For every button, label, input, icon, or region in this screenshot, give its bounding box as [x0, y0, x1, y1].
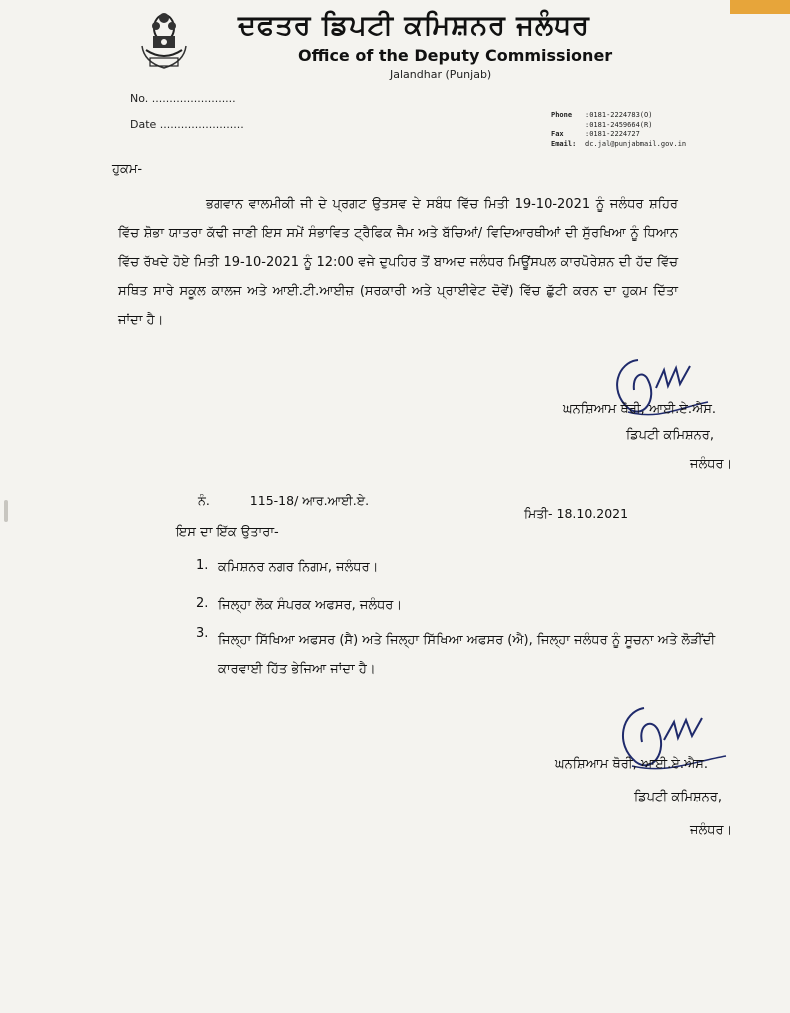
scan-smudge [4, 500, 8, 522]
contact-row: :0181-2459664(R) [585, 120, 653, 129]
list-item: 1. ਕਮਿਸ਼ਨਰ ਨਗਰ ਨਿਗਮ, ਜਲੰਧਰ। [196, 558, 379, 575]
signature-2-place: ਜਲੰਧਰ। [690, 823, 733, 838]
ref-date-field: Date ........................ [130, 118, 244, 131]
ref-number-field: No. ........................ [130, 92, 236, 105]
list-item: 3. ਜਿਲ੍ਹਾ ਸਿੱਖਿਆ ਅਫਸਰ (ਸੈ) ਅਤੇ ਜਿਲ੍ਹਾ ਸਿੱਖਿਆ ਅਫਸਰ (ਐ), ਜਿਲ੍ਹਾ ਜਲੰਧਰ ਨੂੰ ਸੂਚਨਾ ਅਤੇ ਲੋੜੀਂਦੀ ਕਾਰਵਾਈ ਹਿੱਤ ਭੇਜਿਆ ਜਾਂਦਾ ਹੈ। [196, 626, 716, 677]
signature-2-name: ਘਨਸ਼ਿਆਮ ਥੋਰੀ, ਆਈ.ਏ.ਐਸ. [555, 757, 709, 772]
office-city: Jalandhar (Punjab) [390, 68, 492, 81]
state-emblem-icon [136, 6, 192, 74]
order-body: ਭਗਵਾਨ ਵਾਲਮੀਕੀ ਜੀ ਦੇ ਪ੍ਰਗਟ ਉਤਸਵ ਦੇ ਸਬੰਧ ਵਿੱਚ ਮਿਤੀ 19-10-2021 ਨੂੰ ਜਲੰਧਰ ਸ਼ਹਿਰ ਵਿੱਚ ਸ਼ੋਭਾ ਯਾਤਰਾ ਕੱਢੀ ਜਾਣੀ ਇਸ ਸਮੇਂ ਸੰਭਾਵਿਤ ਟ੍ਰੈਫਿਕ ਜੈਮ ਅਤੇ ਬੱਚਿਆਂ/ ਵਿਦਿਆਰਥੀਆਂ ਦੀ ਸੁੱਰਖਿਆ ਨੂੰ ਧਿਆਨ ਵਿੱਚ ਰੱਖਦੇ ਹੋਏ ਮਿਤੀ 19-10-2021 ਨੂੰ 12:00 ਵਜੇ ਦੁਪਹਿਰ ਤੋਂ ਬਾਅਦ ਜਲੰਧਰ ਮਿਊਂਸਪਲ ਕਾਰਪੋਰੇਸ਼ਨ ਦੀ ਹੱਦ ਵਿੱਚ ਸਥਿਤ ਸਾਰੇ ਸਕੂਲ ਕਾਲਜ ਅਤੇ ਆਈ.ਟੀ.ਆਈਜ਼ (ਸਰਕਾਰੀ ਅਤੇ ਪ੍ਰਾਈਵੇਟ ਦੋਵੇਂ) ਵਿੱਚ ਛੁੱਟੀ ਕਰਨ ਦਾ ਹੁਕਮ ਦਿੱਤਾ ਜਾਂਦਾ ਹੈ। [118, 197, 678, 328]
contact-block [551, 111, 686, 149]
copy-heading: ਇਸ ਦਾ ਇੱਕ ਉਤਾਰਾ- [176, 525, 279, 540]
signature-1-name: ਘਨਸ਼ਿਆਮ ਥੋਰੀ, ਆਈ.ਏ.ਐਸ. [563, 402, 717, 417]
contact-row: Phone :0181-2224783(O) [551, 111, 653, 119]
signature-1-designation: ਡਿਪਟੀ ਕਮਿਸ਼ਨਰ, [626, 428, 714, 443]
contact-row: Fax :0181-2224727 [551, 130, 640, 138]
endorsement-date: ਮਿਤੀ- 18.10.2021 [524, 506, 629, 521]
signature-2-designation: ਡਿਪਟੀ ਕਮਿਸ਼ਨਰ, [634, 790, 722, 805]
order-heading: ਹੁਕਮ- [112, 162, 143, 177]
page-corner-tab [730, 0, 790, 14]
contact-row: Email: dc.jal@punjabmail.gov.in [551, 139, 687, 148]
list-item: 2. ਜਿਲ੍ਹਾ ਲੋਕ ਸੰਪਰਕ ਅਫਸਰ, ਜਲੰਧਰ। [196, 596, 403, 613]
endorsement-number: ਨੰ. 115-18/ ਆਰ.ਆਈ.ਏ. [198, 493, 370, 508]
signature-1-mark [598, 350, 718, 430]
signature-1-place: ਜਲੰਧਰ। [690, 457, 733, 472]
office-title-english: Office of the Deputy Commissioner [298, 46, 613, 65]
office-title-punjabi: ਦਫਤਰ ਡਿਪਟੀ ਕਮਿਸ਼ਨਰ ਜਲੰਧਰ [238, 10, 590, 41]
